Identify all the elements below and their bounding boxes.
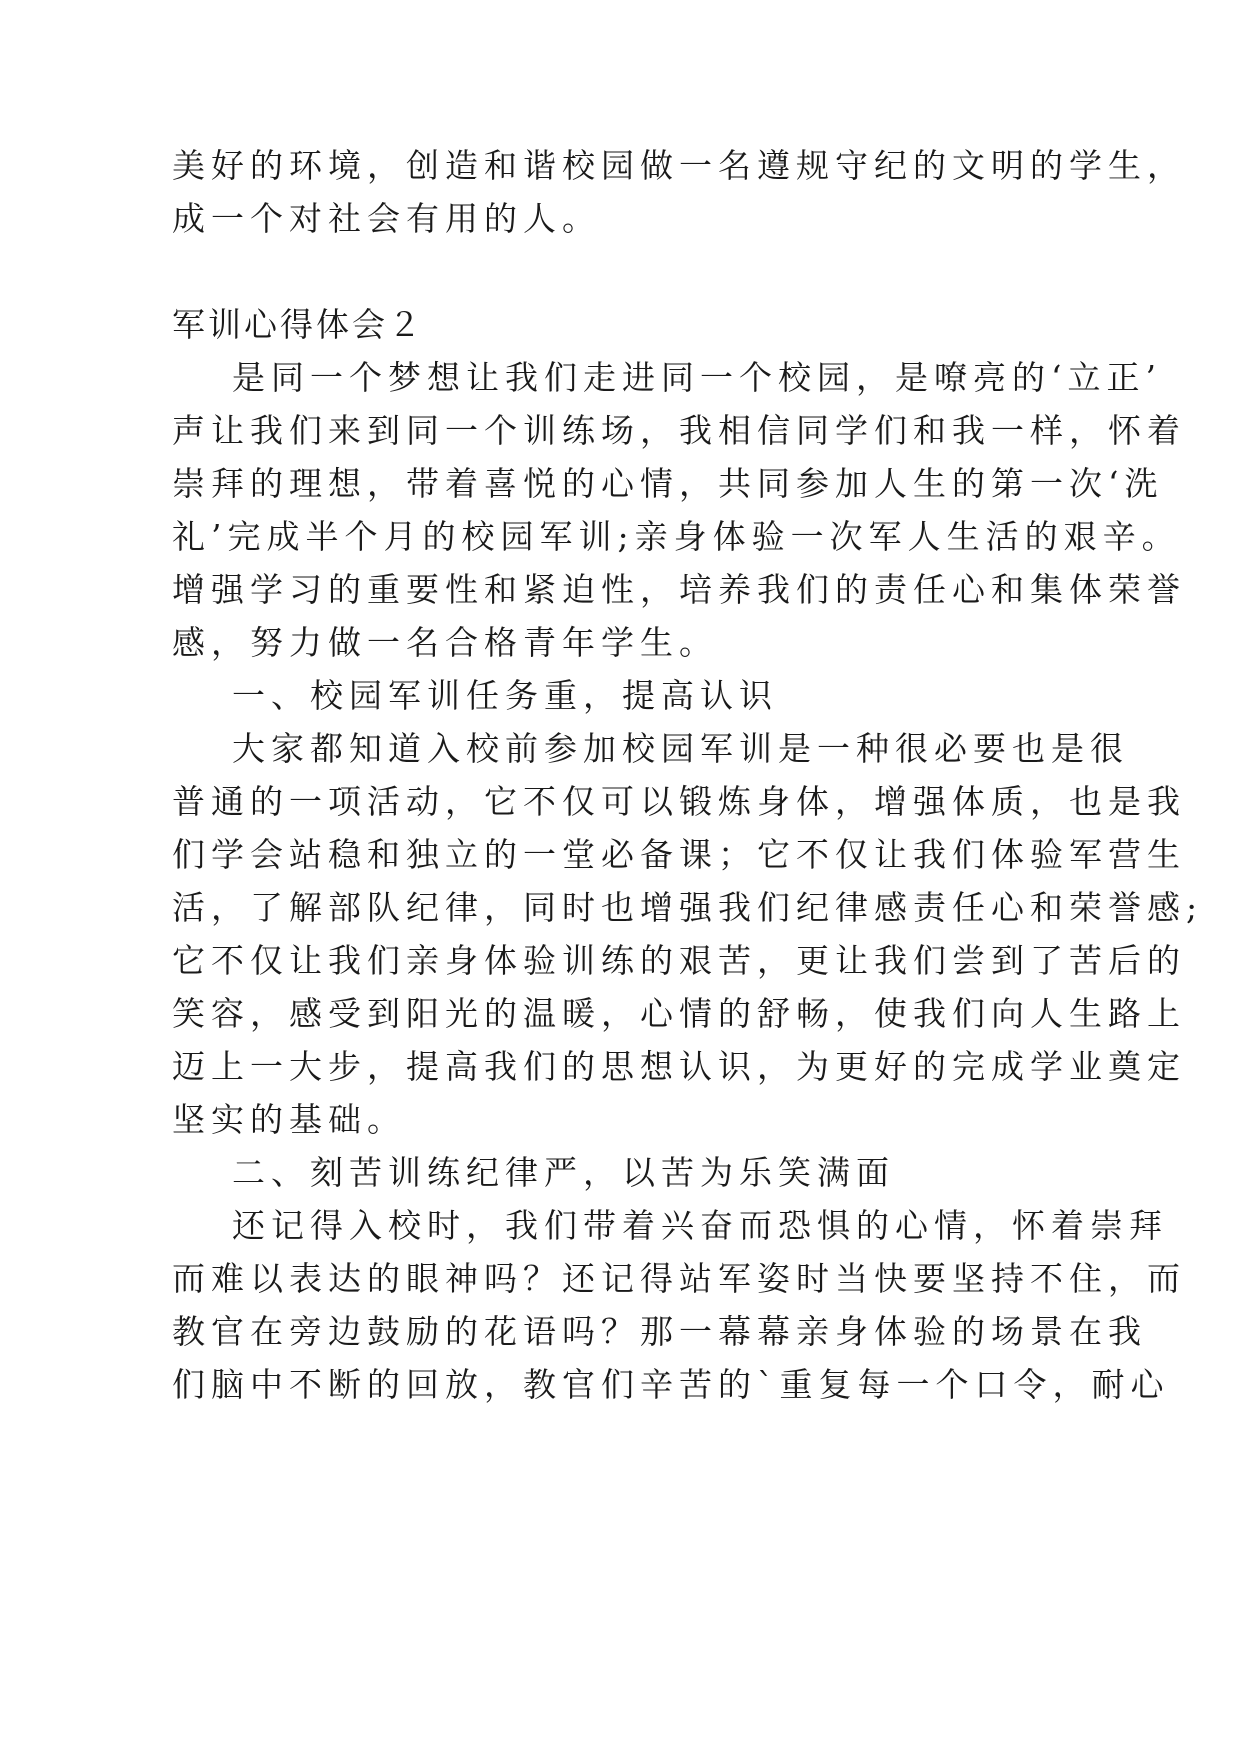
body-line-2: 声让我们来到同一个训练场，我相信同学们和我一样，怀着 xyxy=(172,411,1186,450)
body-line-11: 活，了解部队纪律，同时也增强我们纪律感责任心和荣誉感; xyxy=(172,888,1204,927)
body-line-8: 大家都知道入校前参加校园军训是一种很必要也是很 xyxy=(232,729,1129,768)
body-line-3: 崇拜的理想，带着喜悦的心情，共同参加人生的第一次‘洗 xyxy=(172,464,1164,503)
body-line-12: 它不仅让我们亲身体验训练的艰苦，更让我们尝到了苦后的 xyxy=(172,941,1186,980)
body-line-18: 而难以表达的眼神吗？还记得站军姿时当快要坚持不住，而 xyxy=(172,1259,1186,1298)
body-line-6: 感，努力做一名合格青年学生。 xyxy=(172,623,718,662)
section-title: 军训心得体会２ xyxy=(172,305,424,344)
intro-line-1: 美好的环境，创造和谐校园做一名遵规守纪的文明的学生， xyxy=(172,146,1186,185)
body-line-17: 还记得入校时，我们带着兴奋而恐惧的心情，怀着崇拜 xyxy=(232,1206,1168,1245)
body-line-13: 笑容，感受到阳光的温暖，心情的舒畅，使我们向人生路上 xyxy=(172,994,1186,1033)
body-line-5: 增强学习的重要性和紧迫性，培养我们的责任心和集体荣誉 xyxy=(172,570,1186,609)
heading-two: 二、刻苦训练纪律严，以苦为乐笑满面 xyxy=(232,1153,895,1192)
body-line-20: 们脑中不断的回放，教官们辛苦的`重复每一个口令，耐心 xyxy=(172,1365,1170,1404)
body-line-4: 礼’完成半个月的校园军训;亲身体验一次军人生活的艰辛。 xyxy=(172,517,1181,556)
body-line-15: 坚实的基础。 xyxy=(172,1100,406,1139)
body-line-19: 教官在旁边鼓励的花语吗？那一幕幕亲身体验的场景在我 xyxy=(172,1312,1147,1351)
body-line-1: 是同一个梦想让我们走进同一个校园，是嘹亮的‘立正’ xyxy=(232,358,1162,397)
intro-line-2: 成一个对社会有用的人。 xyxy=(172,199,601,238)
body-line-14: 迈上一大步，提高我们的思想认识，为更好的完成学业奠定 xyxy=(172,1047,1186,1086)
body-line-9: 普通的一项活动，它不仅可以锻炼身体，增强体质，也是我 xyxy=(172,782,1186,821)
heading-one: 一、校园军训任务重，提高认识 xyxy=(232,676,778,715)
body-line-10: 们学会站稳和独立的一堂必备课；它不仅让我们体验军营生 xyxy=(172,835,1186,874)
